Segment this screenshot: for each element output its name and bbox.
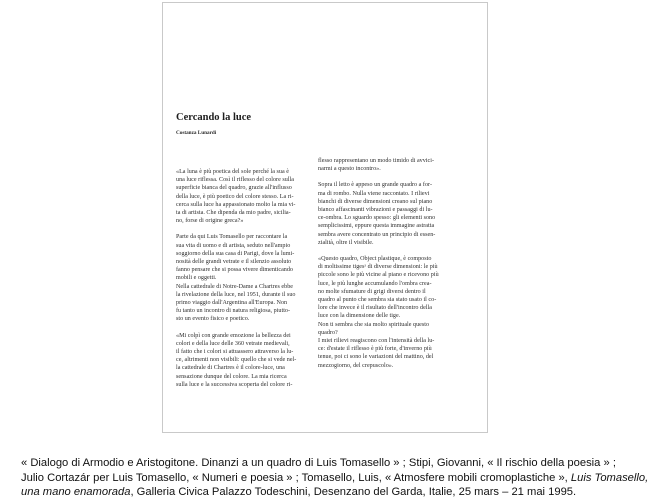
- text-line: Parte da qui Luis Tomasello per raccontare la: [176, 234, 288, 241]
- text-line: ce-ombra. Lo sguardo spesso: gli elementi sono: [318, 215, 436, 222]
- article-title: Cercando la luce: [176, 112, 252, 123]
- text-line: luce con la dimensione delle tige.: [318, 313, 401, 320]
- text-line: mezzogiorno, del crepuscolo».: [318, 362, 394, 369]
- right-text-column: [318, 157, 468, 370]
- text-line: lore che invece è il risultato dell'incontro della: [318, 305, 432, 312]
- text-line: flesso rappresentano un modo timido di avvici-: [318, 158, 434, 164]
- text-line: nosità delle grandi vetrate e il silenzio assoluto: [176, 259, 292, 266]
- text-line: sulla luce e la successiva scoperta del colore ri-: [176, 381, 293, 388]
- text-line: il fatto che i colori si attuassero attraverso la lu-: [176, 349, 294, 356]
- caption-line: [21, 485, 641, 500]
- text-line: ce, altrimenti non visibili: quello che si vede nel-: [176, 357, 297, 364]
- paragraph-gap: [176, 324, 316, 332]
- caption-italic-text: una mano enamorada: [21, 486, 131, 498]
- text-line: la cattedrale di Chartres è il colore-luce, una: [176, 365, 285, 372]
- text-line: quadro?: [318, 329, 338, 336]
- text-line: primo viaggio dall'Argentina all'Europa. Non: [176, 300, 288, 307]
- text-line: soggiorno della sua casa di Parigi, dove la lumi-: [176, 250, 295, 257]
- text-line: mobili e oggetti.: [176, 275, 217, 282]
- left-text-column: [176, 168, 316, 389]
- text-line: fanno pensare che si possa vivere dimenticando: [176, 267, 293, 274]
- text-line: ma di rombo. Nulla viene raccontato. I rilievi: [318, 190, 430, 197]
- text-line: «La luna è più poetica del sole perché la sua è: [176, 169, 289, 175]
- text-line: Nella cattedrale di Notre-Dame a Chartres ebbe: [176, 283, 293, 290]
- text-line: Sopra il letto è appeso un grande quadro a for-: [318, 182, 433, 189]
- text-line: tenue, poi ci sono le variazioni del mattino, del: [318, 354, 434, 361]
- text-line: no molte sfumature di grigi diversi dentro il: [318, 288, 426, 295]
- text-line: sensazione dunque del colore. La mia ricerca: [176, 373, 287, 380]
- text-line: luce, le più lunghe accumulando l'ombra crea-: [318, 280, 432, 287]
- caption-text: , Galleria Civica Palazzo Todeschini, Desenzano del Garda, Italie, 25 mars – 21 mai 1995.: [130, 486, 577, 498]
- text-line: sua vita di uomo e di artista, seduto nell'ampio: [176, 242, 291, 249]
- text-line: semplicissimi, eppure questa immagine astratta: [318, 223, 435, 230]
- caption-line: [21, 471, 649, 486]
- text-line: della luce, è più poetico del colore stesso. La ri-: [176, 193, 294, 200]
- text-line: narmi a questo incontro».: [318, 166, 381, 173]
- text-line: «Mi colpì con grande emozione la bellezza dei: [176, 332, 291, 339]
- paragraph-gap: [176, 225, 316, 233]
- text-line: fu tanto un incontro di natura religiosa, piutto-: [176, 308, 291, 315]
- text-line: sto un evento fisico e poetico.: [176, 316, 250, 323]
- text-line: superficie bianca del quadro, grazie all'influsso: [176, 185, 292, 192]
- text-line: colori e della luce delle 360 vetrate medievali,: [176, 340, 290, 347]
- document-page: [162, 2, 488, 433]
- text-line: la rivelazione della luce, nel 1951, durante il suo: [176, 291, 296, 298]
- text-line: cerca sulla luce ha appassionato molto la mia vi-: [176, 201, 296, 208]
- text-line: ta di artista. Che dipenda da mio padre, sicilia-: [176, 210, 291, 217]
- text-line: Non ti sembra che sia molto spirituale questo: [318, 321, 430, 328]
- caption-italic-text: Luis Tomasello,: [570, 471, 649, 484]
- paragraph-gap: [318, 247, 468, 255]
- text-line: bianchi di diverse dimensioni creano sul piano: [318, 198, 433, 205]
- text-line: sembra avere concentrato un principio di essen-: [318, 231, 436, 238]
- text-line: zialità, oltre il visibile.: [318, 239, 374, 246]
- text-line: no, forse di origine greca?»: [176, 218, 244, 225]
- text-line: una luce riflessa. Così il riflesso del colore sulla: [176, 177, 294, 184]
- text-line: quadro al punto che sembra sia stato usato il co-: [318, 297, 437, 304]
- text-line: ce: d'estate il riflesso è più forte, d'inverno più: [318, 346, 432, 353]
- caption-line: « Dialogo di Armodio e Aristogitone. Dinanzi a un quadro di Luis Tomasello » ; Stipi, Giovanni, « Il rischio della poesia » ;: [21, 457, 616, 469]
- text-line: «Questo quadro, Object plastique, è composto: [318, 256, 432, 263]
- image-caption: [21, 456, 649, 500]
- caption-text: Julio Cortazár per Luis Tomasello, « Numeri e poesia » ; Tomasello, Luis, « Atmosfere mobili cromoplastiche »,: [21, 471, 571, 484]
- text-line: piccole sono le più vicine al piano e ricevono più: [318, 272, 439, 279]
- text-line: bianco affascinanti vibrazioni e passaggi di lu-: [318, 207, 433, 214]
- paragraph-gap: [318, 173, 468, 181]
- text-line: I miei rilievi reagiscono con l'intensità della lu-: [318, 338, 435, 345]
- article-author: Costanza Lunardi: [176, 130, 217, 136]
- text-line: di moltissime tigesᵃ di diverse dimensioni: le più: [318, 264, 438, 271]
